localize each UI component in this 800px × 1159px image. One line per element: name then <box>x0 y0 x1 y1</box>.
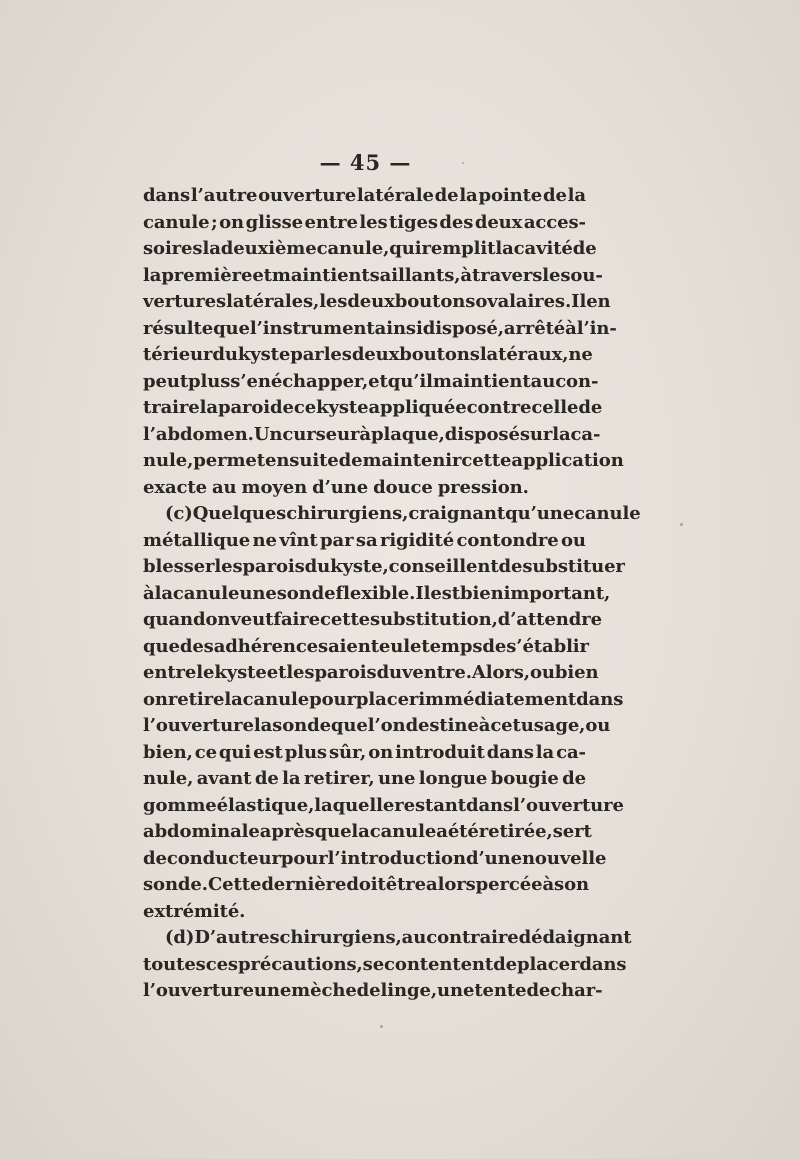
text-line: soires la deuxième canule, qui remplit la cavité de <box>143 238 597 259</box>
text-line: métallique ne vînt par sa rigidité contondre ou <box>143 529 586 551</box>
text-line: extrémité. <box>143 900 246 922</box>
text-line: térieur du kyste par les deux boutons latéraux, ne <box>143 344 593 365</box>
text-line: résulte que l’instrument ainsi disposé, arrêté à l’in- <box>143 317 617 339</box>
text-line: que des adhérences aient eu le temps de s’établir <box>143 635 589 657</box>
text-line: blesser les parois du kyste, conseillent de substituer <box>143 556 625 577</box>
text-line: la première et maintient saillants, à travers les ou- <box>143 264 603 286</box>
text-line: gomme élastique, laquelle restant dans l’ouverture <box>143 794 624 816</box>
text-line: canule ; on glisse entre les tiges des deux acces- <box>143 211 586 233</box>
text-line: exacte au moyen d’une douce pression. <box>143 476 529 498</box>
text-line: nule, permet ensuite de maintenir cette application <box>143 450 624 471</box>
paper-speck <box>380 1025 383 1028</box>
text-line: à la canule une sonde flexible. Il est bien important, <box>143 582 611 604</box>
text-line: traire la paroi de ce kyste appliquée contre celle de <box>143 397 603 418</box>
body-text <box>143 183 641 1005</box>
text-line: (c) Quelques chirurgiens, craignant qu’une canule <box>165 503 641 524</box>
paper-speck <box>462 162 464 164</box>
text-line: sonde. Cette dernière doit être alors percée à son <box>143 874 589 895</box>
text-line: peut plus s’en échapper, et qu’il maintient au con- <box>143 370 599 392</box>
text-line: dans l’autre ouverture latérale de la pointe de la <box>143 185 586 206</box>
paper-speck <box>680 523 683 526</box>
page-number: — 45 — <box>319 150 412 175</box>
text-line: on retire la canule pour placer immédiatement dans <box>143 688 624 710</box>
text-line: l’ouverture une mèche de linge, une tente de char- <box>143 980 603 1001</box>
text-line: (d) D’autres chirurgiens, au contraire dédaignant <box>165 927 632 948</box>
text-line: quand on veut faire cette substitution, d’attendre <box>143 609 602 630</box>
text-line: toutes ces précautions, se contentent de placer dans <box>143 953 627 975</box>
text-line: vertures latérales, les deux boutons ovalaires. Il en <box>143 291 611 312</box>
text-line: bien, ce qui est plus sûr, on introduit dans la ca- <box>143 741 586 763</box>
text-line: nule, avant de la retirer, une longue bougie de <box>143 768 586 789</box>
text-line: l’abdomen. Un curseur à plaque, disposé sur la ca- <box>143 423 601 445</box>
text-line: entre le kyste et les parois du ventre. Alors, ou bien <box>143 662 599 683</box>
text-line: l’ouverture la sonde que l’on destine à cet usage, ou <box>143 715 611 736</box>
text-line: de conducteur pour l’introduction d’une nouvelle <box>143 847 607 869</box>
text-line: abdominale après que la canule a été retirée, sert <box>143 821 592 842</box>
